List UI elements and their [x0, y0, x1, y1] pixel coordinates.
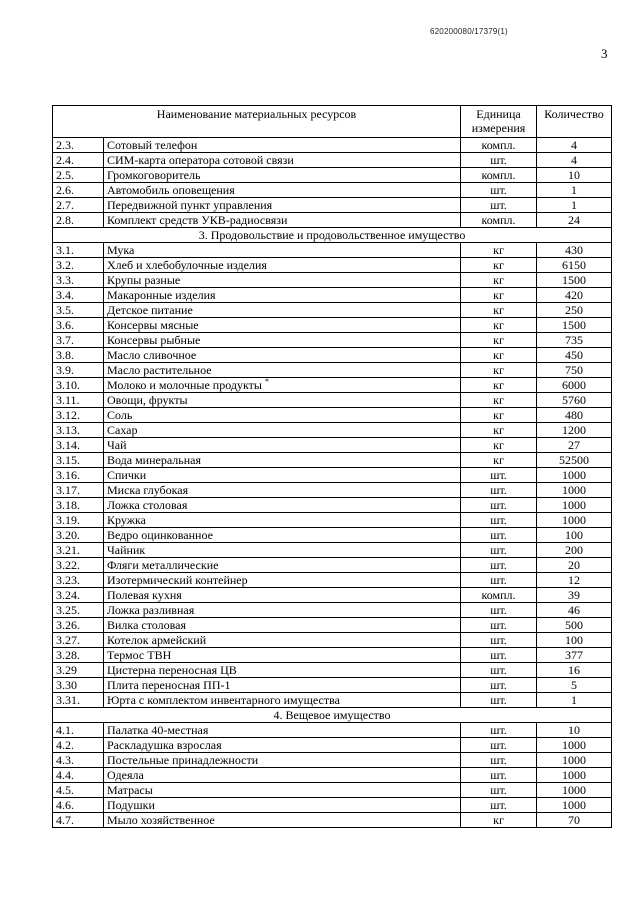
item-unit: кг: [461, 258, 537, 273]
item-name: Масло сливочное: [107, 348, 197, 362]
item-number: 3.30: [53, 678, 104, 693]
table-row: [53, 333, 612, 348]
item-name-cell: [104, 513, 461, 528]
table-row: [53, 438, 612, 453]
item-name: Раскладушка взрослая: [107, 738, 222, 752]
item-number: 3.16.: [53, 468, 104, 483]
item-unit: шт.: [461, 633, 537, 648]
item-unit: шт.: [461, 198, 537, 213]
item-number: 3.21.: [53, 543, 104, 558]
item-unit: кг: [461, 813, 537, 828]
table-row: [53, 348, 612, 363]
item-unit: шт.: [461, 483, 537, 498]
item-quantity: 450: [537, 348, 612, 363]
item-name-cell: [104, 753, 461, 768]
item-number: 3.10.: [53, 378, 104, 393]
item-name: Комплект средств УКВ-радиосвязи: [107, 213, 288, 227]
item-number: 3.31.: [53, 693, 104, 708]
item-unit: шт.: [461, 723, 537, 738]
item-quantity: 1000: [537, 738, 612, 753]
item-name-cell: [104, 393, 461, 408]
item-name-cell: [104, 783, 461, 798]
item-number: 3.27.: [53, 633, 104, 648]
item-name: Автомобиль оповещения: [107, 183, 235, 197]
item-number: 3.23.: [53, 573, 104, 588]
item-quantity: 46: [537, 603, 612, 618]
item-quantity: 1000: [537, 768, 612, 783]
item-quantity: 480: [537, 408, 612, 423]
item-unit: кг: [461, 333, 537, 348]
item-number: 2.6.: [53, 183, 104, 198]
table-row: [53, 423, 612, 438]
item-number: 3.4.: [53, 288, 104, 303]
item-name: Консервы рыбные: [107, 333, 201, 347]
item-unit: кг: [461, 438, 537, 453]
table-row: [53, 633, 612, 648]
item-number: 4.2.: [53, 738, 104, 753]
item-number: 3.13.: [53, 423, 104, 438]
table-row: [53, 483, 612, 498]
item-quantity: 250: [537, 303, 612, 318]
item-name-cell: [104, 258, 461, 273]
item-quantity: 52500: [537, 453, 612, 468]
item-number: 2.3.: [53, 138, 104, 153]
item-number: 3.28.: [53, 648, 104, 663]
item-number: 4.4.: [53, 768, 104, 783]
table-row: [53, 363, 612, 378]
table-row: [53, 183, 612, 198]
table-row: [53, 273, 612, 288]
item-name: Изотермический контейнер: [107, 573, 248, 587]
item-number: 3.17.: [53, 483, 104, 498]
item-number: 2.8.: [53, 213, 104, 228]
item-unit: кг: [461, 243, 537, 258]
item-name-cell: [104, 813, 461, 828]
item-quantity: 1: [537, 693, 612, 708]
item-name: Ложка столовая: [107, 498, 188, 512]
item-name: Хлеб и хлебобулочные изделия: [107, 258, 267, 272]
item-name-cell: [104, 468, 461, 483]
item-name-cell: [104, 333, 461, 348]
item-name: Мыло хозяйственное: [107, 813, 215, 827]
item-name: Подушки: [107, 798, 155, 812]
item-name-cell: [104, 573, 461, 588]
item-name-cell: [104, 183, 461, 198]
item-number: 3.1.: [53, 243, 104, 258]
item-quantity: 1000: [537, 483, 612, 498]
table-row: [53, 768, 612, 783]
item-name: Масло растительное: [107, 363, 212, 377]
item-name: Сахар: [107, 423, 138, 437]
item-unit: шт.: [461, 678, 537, 693]
table-row: [53, 618, 612, 633]
item-number: 3.8.: [53, 348, 104, 363]
item-quantity: 100: [537, 528, 612, 543]
item-name-cell: [104, 348, 461, 363]
item-unit: шт.: [461, 663, 537, 678]
item-name-cell: [104, 153, 461, 168]
item-name: Котелок армейский: [107, 633, 207, 647]
table-row: [53, 303, 612, 318]
item-quantity: 100: [537, 633, 612, 648]
item-unit: шт.: [461, 498, 537, 513]
item-number: 3.18.: [53, 498, 104, 513]
item-quantity: 1500: [537, 318, 612, 333]
item-name: Плита переносная ПП-1: [107, 678, 231, 692]
table-row: [53, 783, 612, 798]
item-unit: кг: [461, 288, 537, 303]
item-number: 3.22.: [53, 558, 104, 573]
item-name-cell: [104, 693, 461, 708]
item-name-cell: [104, 648, 461, 663]
item-number: 3.20.: [53, 528, 104, 543]
item-unit: кг: [461, 423, 537, 438]
item-name: Вода минеральная: [107, 453, 202, 467]
item-name: Соль: [107, 408, 133, 422]
table-row: [53, 723, 612, 738]
item-name: Овощи, фрукты: [107, 393, 188, 407]
item-quantity: 6150: [537, 258, 612, 273]
item-number: 3.6.: [53, 318, 104, 333]
item-number: 3.2.: [53, 258, 104, 273]
item-unit: компл.: [461, 168, 537, 183]
item-quantity: 200: [537, 543, 612, 558]
item-quantity: 1000: [537, 513, 612, 528]
item-name-cell: [104, 273, 461, 288]
item-name-cell: [104, 528, 461, 543]
item-number: 3.3.: [53, 273, 104, 288]
item-unit: шт.: [461, 753, 537, 768]
item-name: Мука: [107, 243, 135, 257]
item-quantity: 750: [537, 363, 612, 378]
item-name-cell: [104, 243, 461, 258]
item-quantity: 20: [537, 558, 612, 573]
item-unit: кг: [461, 363, 537, 378]
item-number: 3.11.: [53, 393, 104, 408]
table-row: [53, 288, 612, 303]
table-row: [53, 558, 612, 573]
item-name-cell: [104, 213, 461, 228]
item-quantity: 1000: [537, 783, 612, 798]
item-name-cell: [104, 378, 461, 393]
table-row: [53, 603, 612, 618]
item-name: Сотовый телефон: [107, 138, 198, 152]
section-header-row: [53, 708, 612, 723]
item-unit: шт.: [461, 798, 537, 813]
item-quantity: 1200: [537, 423, 612, 438]
item-name: Передвижной пункт управления: [107, 198, 273, 212]
table-row: [53, 453, 612, 468]
table-row: [53, 528, 612, 543]
item-name-cell: [104, 678, 461, 693]
item-unit: шт.: [461, 528, 537, 543]
item-quantity: 1: [537, 183, 612, 198]
item-name: Крупы разные: [107, 273, 181, 287]
item-name-cell: [104, 363, 461, 378]
item-quantity: 500: [537, 618, 612, 633]
item-name: Палатка 40-местная: [107, 723, 209, 737]
item-name-cell: [104, 618, 461, 633]
item-number: 4.1.: [53, 723, 104, 738]
item-name-cell: [104, 798, 461, 813]
item-name: Макаронные изделия: [107, 288, 216, 302]
table-row: [53, 408, 612, 423]
item-name-cell: [104, 288, 461, 303]
section-title: 3. Продовольствие и продовольственное имущество: [53, 228, 612, 243]
item-unit: шт.: [461, 648, 537, 663]
item-name: Ведро оцинкованное: [107, 528, 213, 542]
item-number: 3.7.: [53, 333, 104, 348]
item-name: Детское питание: [107, 303, 193, 317]
table-header-row: [53, 106, 612, 138]
table-row: [53, 663, 612, 678]
item-quantity: 5: [537, 678, 612, 693]
item-unit: шт.: [461, 768, 537, 783]
item-name: Чайник: [107, 543, 146, 557]
item-quantity: 12: [537, 573, 612, 588]
item-quantity: 1000: [537, 468, 612, 483]
footnote-mark: *: [264, 377, 269, 386]
item-number: 3.9.: [53, 363, 104, 378]
item-unit: шт.: [461, 558, 537, 573]
item-name-cell: [104, 768, 461, 783]
item-name-cell: [104, 633, 461, 648]
table-row: [53, 378, 612, 393]
item-unit: шт.: [461, 183, 537, 198]
item-name: Постельные принадлежности: [107, 753, 259, 767]
item-unit: шт.: [461, 618, 537, 633]
table-row: [53, 138, 612, 153]
table-row: [53, 678, 612, 693]
item-name: Спички: [107, 468, 147, 482]
item-name-cell: [104, 453, 461, 468]
item-quantity: 6000: [537, 378, 612, 393]
item-quantity: 420: [537, 288, 612, 303]
item-unit: кг: [461, 273, 537, 288]
item-name-cell: [104, 438, 461, 453]
item-name: Термос ТВН: [107, 648, 172, 662]
item-quantity: 1: [537, 198, 612, 213]
item-quantity: 1000: [537, 498, 612, 513]
item-unit: компл.: [461, 588, 537, 603]
item-name: Громкоговоритель: [107, 168, 201, 182]
document-id: 620200080/17379(1): [430, 27, 508, 36]
table-row: [53, 318, 612, 333]
item-name: Цистерна переносная ЦВ: [107, 663, 237, 677]
item-unit: кг: [461, 318, 537, 333]
table-row: [53, 498, 612, 513]
column-header-name: Наименование материальных ресурсов: [53, 106, 461, 138]
item-number: 2.5.: [53, 168, 104, 183]
table-row: [53, 588, 612, 603]
item-number: 3.29: [53, 663, 104, 678]
table-row: [53, 753, 612, 768]
item-unit: кг: [461, 393, 537, 408]
item-name: Миска глубокая: [107, 483, 189, 497]
table-row: [53, 168, 612, 183]
item-name: Консервы мясные: [107, 318, 199, 332]
table-row: [53, 573, 612, 588]
section-title: 4. Вещевое имущество: [53, 708, 612, 723]
item-name-cell: [104, 198, 461, 213]
item-name-cell: [104, 558, 461, 573]
item-quantity: 377: [537, 648, 612, 663]
item-number: 2.7.: [53, 198, 104, 213]
item-unit: кг: [461, 303, 537, 318]
item-name: Кружка: [107, 513, 146, 527]
item-name-cell: [104, 723, 461, 738]
item-unit: шт.: [461, 513, 537, 528]
item-quantity: 27: [537, 438, 612, 453]
item-unit: шт.: [461, 573, 537, 588]
item-quantity: 39: [537, 588, 612, 603]
item-number: 4.7.: [53, 813, 104, 828]
item-quantity: 70: [537, 813, 612, 828]
table-row: [53, 213, 612, 228]
table-row: [53, 393, 612, 408]
item-name-cell: [104, 738, 461, 753]
item-name-cell: [104, 543, 461, 558]
table-row: [53, 813, 612, 828]
item-unit: компл.: [461, 138, 537, 153]
item-name: СИМ-карта оператора сотовой связи: [107, 153, 294, 167]
item-quantity: 5760: [537, 393, 612, 408]
item-name-cell: [104, 603, 461, 618]
item-number: 3.19.: [53, 513, 104, 528]
item-number: 3.12.: [53, 408, 104, 423]
table-row: [53, 798, 612, 813]
item-unit: кг: [461, 408, 537, 423]
item-unit: шт.: [461, 738, 537, 753]
item-number: 3.14.: [53, 438, 104, 453]
item-number: 2.4.: [53, 153, 104, 168]
page-number: 3: [601, 46, 608, 61]
item-name-cell: [104, 168, 461, 183]
item-quantity: 1500: [537, 273, 612, 288]
table-row: [53, 243, 612, 258]
item-unit: кг: [461, 348, 537, 363]
item-name-cell: [104, 303, 461, 318]
section-header-row: [53, 228, 612, 243]
item-unit: шт.: [461, 153, 537, 168]
item-unit: кг: [461, 378, 537, 393]
item-unit: шт.: [461, 783, 537, 798]
item-unit: шт.: [461, 603, 537, 618]
table-row: [53, 153, 612, 168]
item-number: 3.15.: [53, 453, 104, 468]
item-name: Фляги металлические: [107, 558, 219, 572]
item-name-cell: [104, 408, 461, 423]
resources-table: [52, 105, 612, 828]
item-unit: шт.: [461, 693, 537, 708]
table-row: [53, 258, 612, 273]
table-row: [53, 543, 612, 558]
item-name-cell: [104, 423, 461, 438]
item-unit: шт.: [461, 543, 537, 558]
item-quantity: 16: [537, 663, 612, 678]
item-name: Ложка разливная: [107, 603, 195, 617]
item-name: Вилка столовая: [107, 618, 186, 632]
item-number: 3.25.: [53, 603, 104, 618]
item-quantity: 24: [537, 213, 612, 228]
item-quantity: 1000: [537, 753, 612, 768]
table-row: [53, 198, 612, 213]
item-unit: компл.: [461, 213, 537, 228]
column-header-qty: Количество: [537, 106, 612, 138]
item-quantity: 735: [537, 333, 612, 348]
item-name: Полевая кухня: [107, 588, 182, 602]
item-unit: кг: [461, 453, 537, 468]
item-name: Чай: [107, 438, 127, 452]
item-number: 3.26.: [53, 618, 104, 633]
table-row: [53, 693, 612, 708]
table-row: [53, 648, 612, 663]
item-name-cell: [104, 318, 461, 333]
item-quantity: 4: [537, 138, 612, 153]
table-row: [53, 738, 612, 753]
item-quantity: 430: [537, 243, 612, 258]
item-name-cell: [104, 138, 461, 153]
item-unit: шт.: [461, 468, 537, 483]
table-row: [53, 513, 612, 528]
item-name: Юрта с комплектом инвентарного имущества: [107, 693, 340, 707]
item-name-cell: [104, 483, 461, 498]
column-header-unit: Единица измерения: [461, 106, 537, 138]
item-number: 3.24.: [53, 588, 104, 603]
item-name: Одеяла: [107, 768, 144, 782]
table-body: [53, 138, 612, 828]
item-name-cell: [104, 663, 461, 678]
item-name: Молоко и молочные продукты: [107, 378, 262, 392]
item-name-cell: [104, 588, 461, 603]
item-quantity: 1000: [537, 798, 612, 813]
item-number: 4.6.: [53, 798, 104, 813]
table-row: [53, 468, 612, 483]
item-quantity: 10: [537, 168, 612, 183]
item-name: Матрасы: [107, 783, 153, 797]
item-number: 4.3.: [53, 753, 104, 768]
item-quantity: 4: [537, 153, 612, 168]
item-quantity: 10: [537, 723, 612, 738]
item-number: 3.5.: [53, 303, 104, 318]
item-number: 4.5.: [53, 783, 104, 798]
item-name-cell: [104, 498, 461, 513]
